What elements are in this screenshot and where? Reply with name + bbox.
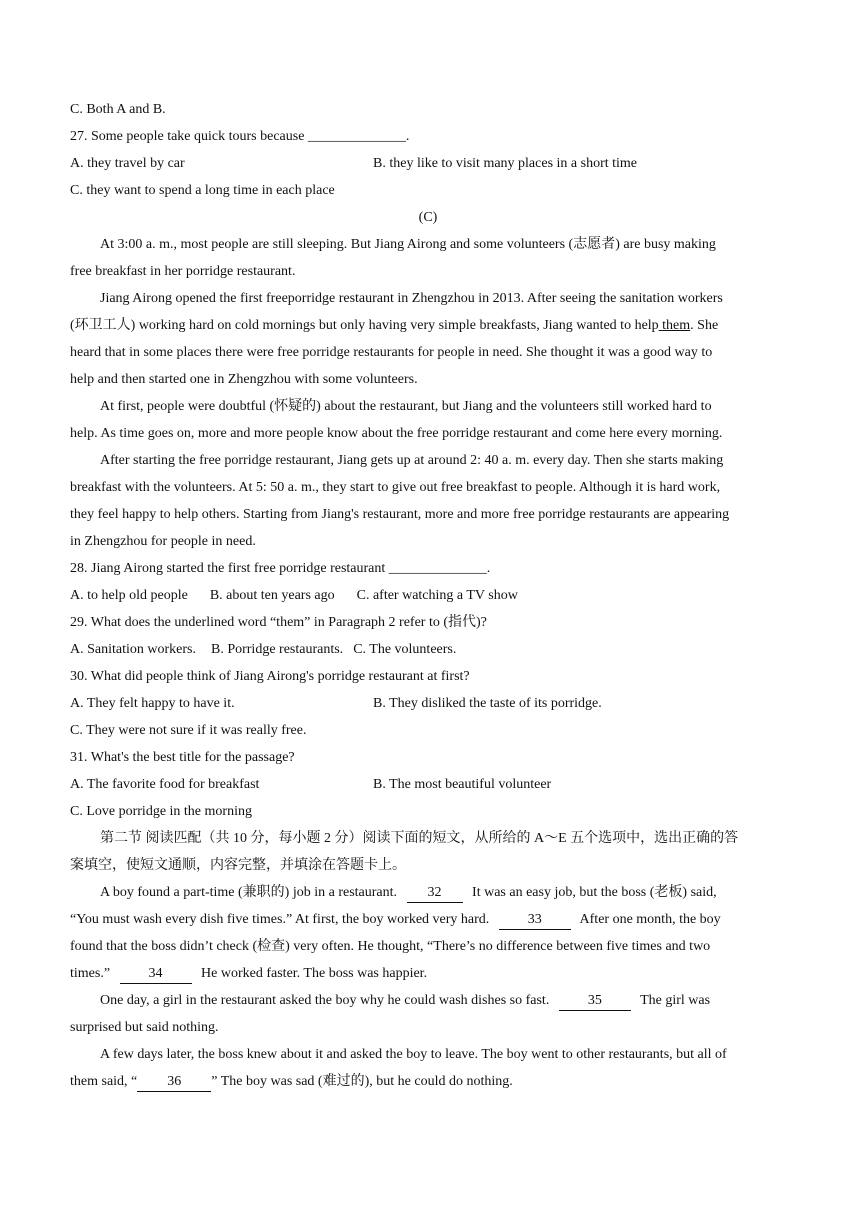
q31-options-ab (70, 771, 786, 798)
match-p3-line1: A few days later, the boss knew about it and asked the boy to leave. The boy went to other restaurants, but all of (100, 1047, 727, 1062)
passage-c-p4-line3: they feel happy to help others. Starting from Jiang's restaurant, more and more free porridge restaurants are appearing (70, 507, 730, 522)
q30-option-b: B. They disliked the taste of its porridge. (373, 696, 602, 711)
q28-option-c: C. after watching a TV show (356, 588, 518, 603)
match-p3-line2-a: them said, “ (70, 1074, 138, 1089)
match-p1-line3: found that the boss didn’t check (检查) very often. He thought, “There’s no difference between five times and two (70, 939, 711, 954)
passage-c-p3-line1: At first, people were doubtful (怀疑的) about the restaurant, but Jiang and the volunteers still worked hard to (100, 399, 712, 414)
passage-c-p2-line3: heard that in some places there were free porridge restaurants for people in need. She thought it was a good way to (70, 345, 713, 360)
q30-option-c: C. They were not sure if it was really free. (70, 723, 307, 738)
passage-c-p2-line2 (70, 312, 786, 339)
section-c-label: (C) (418, 210, 438, 225)
underlined-word-them: them (658, 318, 691, 333)
gap-34[interactable]: 34 (120, 965, 192, 984)
passage-c-p4-line1: After starting the free porridge restaurant, Jiang gets up at around 2: 40 a. m. every day. Then she starts making (100, 453, 724, 468)
match-p3-line2 (70, 1068, 786, 1095)
gap-33[interactable]: 33 (499, 911, 571, 930)
passage-c-p2-line4: help and then started one in Zhengzhou with some volunteers. (70, 372, 418, 387)
gap-36[interactable]: 36 (137, 1073, 211, 1092)
q27-option-b: B. they like to visit many places in a short time (373, 156, 638, 171)
q27-stem: 27. Some people take quick tours because ______________. (70, 129, 410, 144)
q28-stem: 28. Jiang Airong started the first free porridge restaurant ______________. (70, 561, 491, 576)
q30-option-a: A. They felt happy to have it. (70, 696, 235, 711)
match-p1-line4-b: He worked faster. The boss was happier. (201, 966, 428, 981)
q29-option-c: C. The volunteers. (353, 642, 457, 657)
q26-option-c: C. Both A and B. (70, 102, 166, 117)
match-p2-line2: surprised but said nothing. (70, 1020, 219, 1035)
q29-stem: 29. What does the underlined word “them” in Paragraph 2 refer to (指代)? (70, 615, 487, 630)
q29-option-b: B. Porridge restaurants. (210, 642, 344, 657)
q31-option-b: B. The most beautiful volunteer (373, 777, 552, 792)
q28-option-a: A. to help old people (70, 588, 188, 603)
gap-35[interactable]: 35 (559, 992, 631, 1011)
section2-instructions-line2: 案填空，使短文通顺，内容完整，并填涂在答题卡上。 (70, 858, 406, 873)
match-p1-line2-a: “You must wash every dish five times.” At first, the boy worked very hard. (70, 912, 490, 927)
q27-option-a: A. they travel by car (70, 156, 185, 171)
match-p1-line1 (70, 879, 786, 906)
q30-stem: 30. What did people think of Jiang Airong's porridge restaurant at first? (70, 669, 470, 684)
passage-c-p2-line2-post: . She (690, 318, 719, 333)
match-p1-line1-b: It was an easy job, but the boss (老板) said, (472, 885, 717, 900)
match-p1-line2-b: After one month, the boy (579, 912, 721, 927)
q28-option-b: B. about ten years ago (209, 588, 335, 603)
passage-c-p2-line1: Jiang Airong opened the first freeporridge restaurant in Zhengzhou in 2013. After seeing the sanitation workers (100, 291, 723, 306)
q31-stem: 31. What's the best title for the passage? (70, 750, 295, 765)
passage-c-p4-line2: breakfast with the volunteers. At 5: 50 a. m., they start to give out free breakfast to people. Although it is hard work, (70, 480, 721, 495)
q29-option-a: A. Sanitation workers. (70, 642, 196, 657)
gap-32[interactable]: 32 (407, 884, 463, 903)
match-p2-line1 (70, 987, 786, 1014)
q31-option-c: C. Love porridge in the morning (70, 804, 252, 819)
match-p2-line1-b: The girl was (640, 993, 711, 1008)
q27-option-c: C. they want to spend a long time in each place (70, 183, 335, 198)
q30-options-ab (70, 690, 786, 717)
q28-options (70, 582, 786, 609)
match-p1-line4 (70, 960, 786, 987)
section2-instructions-line1: 第二节 阅读匹配（共 10 分，每小题 2 分）阅读下面的短文，从所给的 A～E 五个选项中，选出正确的答 (100, 831, 739, 846)
passage-c-p1-line2: free breakfast in her porridge restaurant. (70, 264, 296, 279)
passage-c-p4-line4: in Zhengzhou for people in need. (70, 534, 256, 549)
match-p1-line1-a: A boy found a part-time (兼职的) job in a restaurant. (100, 885, 398, 900)
match-p3-line2-b: ” The boy was sad (难过的), but he could do nothing. (211, 1074, 513, 1089)
q27-options-ab (70, 150, 786, 177)
match-p1-line2 (70, 906, 786, 933)
passage-c-p3-line2: help. As time goes on, more and more people know about the free porridge restaurant and come here every morning. (70, 426, 723, 441)
q29-options (70, 636, 786, 663)
passage-c-p1-line1: At 3:00 a. m., most people are still sleeping. But Jiang Airong and some volunteers (志愿者) are busy making (100, 237, 716, 252)
exam-page (70, 96, 786, 1095)
passage-c-p2-line2-pre: (环卫工人) working hard on cold mornings but only having very simple breakfasts, Jiang wanted to help (70, 318, 659, 333)
match-p1-line4-a: times.” (70, 966, 111, 981)
match-p2-line1-a: One day, a girl in the restaurant asked the boy why he could wash dishes so fast. (100, 993, 550, 1008)
q31-option-a: A. The favorite food for breakfast (70, 777, 260, 792)
